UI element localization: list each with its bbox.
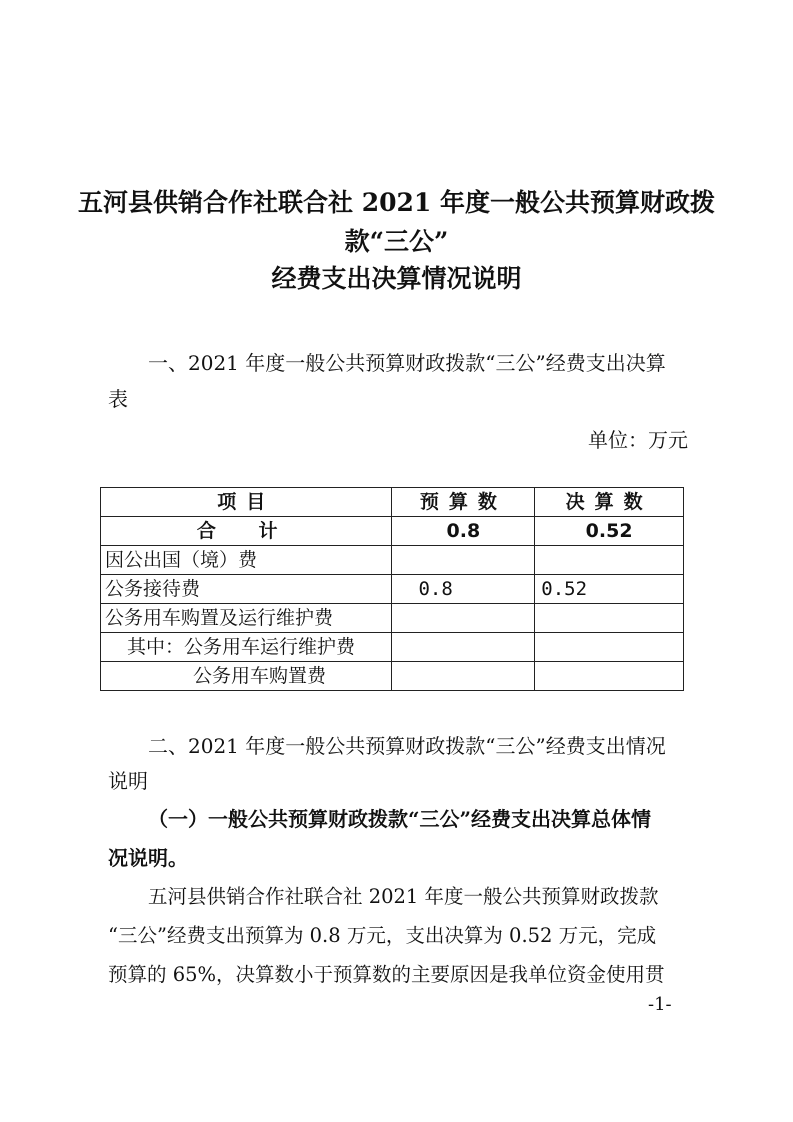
table-row-total [101, 517, 684, 546]
row-final [535, 604, 684, 633]
section2-heading-line-2: 说明 [108, 769, 148, 793]
row-budget: 0.8 [392, 517, 535, 546]
row-budget: 0.8 [392, 575, 535, 604]
row-budget [392, 633, 535, 662]
header-final: 决算数 [535, 488, 684, 517]
section1-heading-line-2: 表 [108, 387, 128, 411]
header-item: 项目 [101, 488, 392, 517]
row-item: 合 计 [101, 517, 392, 546]
table-row [101, 575, 684, 604]
subheading-line-2: 况说明。 [108, 846, 188, 870]
table-row [101, 633, 684, 662]
row-budget [392, 546, 535, 575]
row-item: 公务用车购置费 [101, 662, 392, 691]
table-row [101, 662, 684, 691]
section2-heading-line-1: 二、2021 年度一般公共预算财政拨款“三公”经费支出情况 [148, 734, 666, 758]
subheading-line-1: （一）一般公共预算财政拨款“三公”经费支出决算总体情 [148, 807, 652, 831]
row-final [535, 662, 684, 691]
title-line-2: 款“三公” [344, 227, 449, 256]
row-item: 公务接待费 [101, 575, 392, 604]
paragraph-line-1: 五河县供销合作社联合社 2021 年度一般公共预算财政拨款 [148, 885, 659, 908]
table-row [101, 604, 684, 633]
title-line-1: 五河县供销合作社联合社 2021 年度一般公共预算财政拨 [78, 188, 715, 217]
row-final [535, 633, 684, 662]
unit-label: 单位：万元 [588, 428, 688, 452]
page-number: -1- [648, 994, 672, 1015]
row-budget [392, 604, 535, 633]
row-item: 公务用车购置及运行维护费 [101, 604, 392, 633]
row-final: 0.52 [535, 575, 684, 604]
row-item: 其中：公务用车运行维护费 [101, 633, 392, 662]
table-row [101, 546, 684, 575]
row-final [535, 546, 684, 575]
paragraph-line-2: “三公”经费支出预算为 0.8 万元，支出决算为 0.52 万元，完成 [108, 924, 657, 947]
header-budget: 预算数 [392, 488, 535, 517]
row-final: 0.52 [535, 517, 684, 546]
three-public-expense-table [100, 487, 684, 691]
row-budget [392, 662, 535, 691]
table-header-row [101, 488, 684, 517]
title-line-3: 经费支出决算情况说明 [271, 264, 522, 293]
section1-heading-line-1: 一、2021 年度一般公共预算财政拨款“三公”经费支出决算 [148, 351, 666, 375]
paragraph-line-3: 预算的 65%，决算数小于预算数的主要原因是我单位资金使用贯 [108, 963, 665, 986]
row-item: 因公出国（境）费 [101, 546, 392, 575]
